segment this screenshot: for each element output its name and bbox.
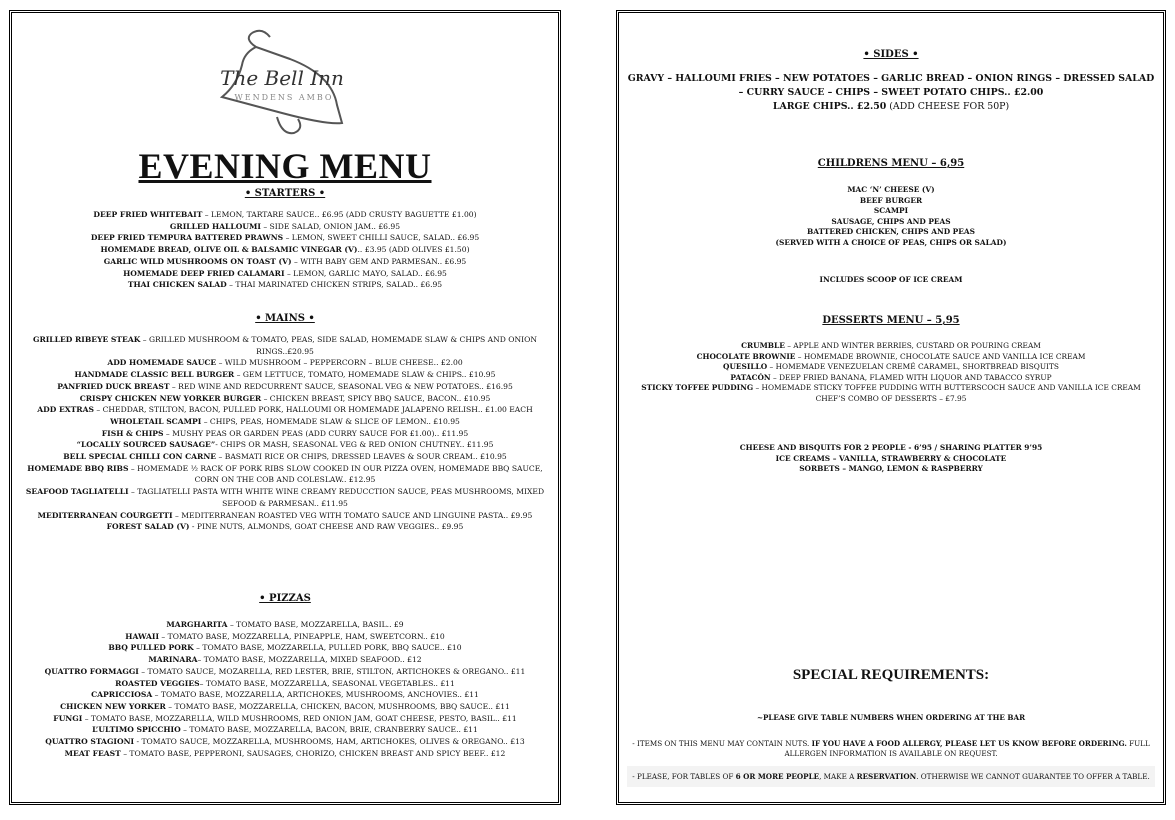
- item-name: PANFRIED DUCK BREAST: [57, 381, 170, 391]
- item-name: CHICKEN NEW YORKER: [60, 701, 166, 711]
- item-description: – CHIPS, PEAS, HOMEMADE SLAW & SLICE OF LEMON.. £10.95: [201, 416, 460, 426]
- childrens-item: SCAMPI: [873, 206, 909, 216]
- item-description: – APPLE AND WINTER BERRIES, CUSTARD OR POURING CREAM: [784, 341, 1041, 350]
- dessert-item: [627, 362, 1155, 373]
- pizza-item: [18, 724, 552, 736]
- reservation-note: - PLEASE, FOR TABLES OF 6 OR MORE PEOPLE, MAKE A RESERVATION. OTHERWISE WE CANNOT GUARANTEE TO OFFER A TABLE.: [627, 766, 1155, 787]
- dessert-extras: [627, 443, 1155, 475]
- pizza-item: [18, 678, 552, 690]
- item-description: – LEMON, GARLIC MAYO, SALAD.. £6.95: [284, 268, 447, 278]
- item-name: DEEP FRIED TEMPURA BATTERED PRAWNS: [90, 233, 284, 243]
- item-name: QUATTRO STAGIONI: [45, 737, 135, 747]
- main-item: [18, 369, 552, 381]
- item-description: – TOMATO BASE, MOZZARELLA, ARTICHOKES, MUSHROOMS, ANCHOVIES.. £11: [152, 690, 479, 700]
- pizza-item: [18, 713, 552, 725]
- item-name: HANDMADE CLASSIC BELL BURGER: [74, 370, 235, 380]
- sides-text: [627, 72, 1155, 114]
- item-name: FUNGI: [53, 713, 83, 723]
- item-name: GRILLED RIBEYE STEAK: [32, 335, 141, 344]
- item-description: – HOMEMADE ½ RACK OF PORK RIBS SLOW COOKED IN OUR PIZZA OVEN, HOMEMADE BBQ SAUCE, CORN ON THE COB AND COLESLAW.. £12.95: [128, 463, 543, 485]
- item-name: BELL SPECIAL CHILLI CON CARNE: [63, 452, 217, 462]
- item-name: FISH & CHIPS: [101, 428, 164, 438]
- item-name: ADD EXTRAS: [37, 405, 94, 415]
- pizza-item: [18, 666, 552, 678]
- starters-heading: • STARTERS •: [244, 188, 326, 199]
- item-description: .. £3.95 (ADD OLIVES £1.50): [357, 245, 470, 255]
- item-name: ROASTED VEGGIES: [115, 678, 200, 688]
- item-name: HAWAII: [125, 631, 159, 641]
- item-name: CRUMBLE: [741, 341, 785, 350]
- item-description: – HOMEMADE VENEZUELAN CREMÉ CARAMEL, SHORTBREAD BISQUITS: [767, 362, 1059, 372]
- desserts-list: [627, 341, 1155, 405]
- pizza-item: [18, 642, 552, 654]
- sides-heading: • SIDES •: [863, 49, 919, 60]
- item-name: MEAT FEAST: [64, 748, 121, 758]
- main-item: [18, 334, 552, 357]
- item-name: HOMEMADE DEEP FRIED CALAMARI: [123, 268, 285, 278]
- item-name: L’ULTIMO SPICCHIO: [92, 725, 181, 735]
- item-description: – WITH BABY GEM AND PARMESAN.. £6.95: [291, 256, 467, 266]
- main-item: [18, 510, 552, 522]
- item-description: – RED WINE AND REDCURRENT SAUCE, SEASONAL VEG & NEW POTATOES.. £16.95: [169, 381, 513, 391]
- bell-logo: [182, 25, 382, 147]
- childrens-item: MAC ‘N’ CHEESE (V): [847, 185, 935, 194]
- item-name: CRISPY CHICKEN NEW YORKER BURGER: [79, 393, 262, 403]
- starter-item: [18, 221, 552, 233]
- item-description: – LEMON, TARTARE SAUCE.. £6.95 (ADD CRUSTY BAGUETTE £1.00): [202, 210, 477, 219]
- starter-item: [18, 256, 552, 268]
- item-description: – MEDITERRANEAN ROASTED VEG WITH TOMATO SAUCE AND LINGUINE PASTA.. £9.95: [172, 510, 533, 520]
- item-description: - PINE NUTS, ALMONDS, GOAT CHEESE AND RAW VEGGIES.. £9.95: [189, 522, 464, 532]
- item-name: QUESILLO: [723, 362, 768, 372]
- item-description: – TOMATO SAUCE, MOZARELLA, RED LESTER, BRIE, STILTON, ARTICHOKES & OREGANO.. £11: [138, 666, 526, 676]
- item-name: BBQ PULLED PORK: [108, 643, 194, 653]
- pizzas-list: [18, 619, 552, 759]
- item-name: MEDITERRANEAN COURGETTI: [37, 510, 173, 520]
- item-description: – HOMEMADE STICKY TOFFEE PUDDING WITH BUTTERSCOCH SAUCE AND VANILLA ICE CREAM: [753, 383, 1141, 393]
- item-description: – LEMON, SWEET CHILLI SAUCE, SALAD.. £6.95: [283, 233, 480, 243]
- svg-text:The Bell Inn: The Bell Inn: [220, 66, 344, 90]
- large-chips-line: LARGE CHIPS.. £2.50 (ADD CHEESE FOR 50P): [772, 101, 1010, 112]
- dessert-extra-item: ICE CREAMS – VANILLA, STRAWBERRY & CHOCOLATE: [775, 453, 1007, 463]
- item-description: – HOMEMADE BROWNIE, CHOCOLATE SAUCE AND VANILLA ICE CREAM: [795, 351, 1086, 361]
- item-description: – TOMATO BASE, MOZZARELLA, BACON, BRIE, CRANBERRY SAUCE.. £11: [180, 725, 478, 735]
- item-name: GRILLED HALLOUMI: [169, 221, 261, 231]
- item-description: – MUSHY PEAS OR GARDEN PEAS (ADD CURRY SAUCE FOR £1.00).. £11.95: [163, 428, 469, 438]
- pizza-item: [18, 701, 552, 713]
- item-description: - CHIPS OR MASH, SEASONAL VEG & RED ONION CHUTNEY.. £11.95: [215, 440, 494, 450]
- item-description: – SIDE SALAD, ONION JAM.. £6.95: [260, 221, 401, 231]
- menu-page-left: [9, 10, 561, 805]
- item-description: – DEEP FRIED BANANA, FLAMED WITH LIQUOR AND TABACCO SYRUP: [770, 372, 1052, 382]
- starter-item: [18, 209, 552, 221]
- starters-list: [18, 209, 552, 291]
- item-name: MARGHARITA: [166, 620, 228, 629]
- item-name: CAPRICCIOSA: [91, 690, 153, 700]
- starter-item: [18, 279, 552, 291]
- main-item: [18, 381, 552, 393]
- dessert-extra-item: CHEESE AND BISQUITS FOR 2 PEOPLE - 6’95 / SHARING PLATTER 9’95: [739, 443, 1043, 452]
- dessert-item: [627, 394, 1155, 405]
- pizzas-heading: • PIZZAS: [259, 593, 311, 604]
- menu-page-right: [616, 10, 1166, 805]
- dessert-item: [627, 341, 1155, 352]
- item-name: GARLIC WILD MUSHROOMS ON TOAST (V): [103, 256, 292, 266]
- item-name: FOREST SALAD (V): [106, 522, 190, 532]
- starter-item: [18, 244, 552, 256]
- main-item: [18, 439, 552, 451]
- allergy-note: - ITEMS ON THIS MENU MAY CONTAIN NUTS. IF YOU HAVE A FOOD ALLERGY, PLEASE LET US KNOW BEFORE ORDERING. FULL ALLERGEN INFORMATION IS AVAILABLE ON REQUEST.: [632, 739, 1150, 758]
- item-description: – GRILLED MUSHROOM & TOMATO, PEAS, SIDE SALAD, HOMEMADE SLAW & CHIPS AND ONION RINGS..£20.95: [140, 335, 538, 356]
- item-description: CHEF’S COMBO OF DESSERTS – £7.95: [815, 393, 967, 403]
- item-name: “LOCALLY SOURCED SAUSAGE”: [76, 440, 216, 450]
- item-description: – TOMATO BASE, MOZZARELLA, PULLED PORK, BBQ SAUCE.. £10: [193, 643, 462, 653]
- mains-list: [18, 334, 552, 533]
- pizza-item: [18, 736, 552, 748]
- item-description: – TOMATO BASE, PEPPERONI, SAUSAGES, CHORIZO, CHICKEN BREAST AND SPICY BEEF.. £12: [120, 748, 506, 758]
- main-item: [18, 393, 552, 405]
- childrens-item: BATTERED CHICKEN, CHIPS AND PEAS: [807, 227, 975, 237]
- item-description: – TOMATO BASE, MOZZARELLA, PINEAPPLE, HAM, SWEETCORN.. £10: [159, 631, 445, 641]
- childrens-note: INCLUDES SCOOP OF ICE CREAM: [819, 275, 963, 284]
- mains-heading: • MAINS •: [255, 313, 315, 324]
- main-item: [18, 416, 552, 428]
- item-name: QUATTRO FORMAGGI: [44, 666, 139, 676]
- pizza-item: [18, 631, 552, 643]
- item-description: – BASMATI RICE OR CHIPS, DRESSED LEAVES & SOUR CREAM.. £10.95: [216, 452, 507, 462]
- item-name: HOMEMADE BREAD, OLIVE OIL & BALSAMIC VINEGAR (V): [100, 245, 358, 255]
- item-name: ADD HOMEMADE SAUCE: [107, 358, 217, 368]
- main-item: [18, 463, 552, 486]
- pizza-item: [18, 619, 552, 631]
- pizza-item: [18, 689, 552, 701]
- item-name: STICKY TOFFEE PUDDING: [641, 383, 754, 393]
- item-name: MARINARA: [148, 655, 198, 665]
- pizza-item: [18, 748, 552, 760]
- item-description: – CHICKEN BREAST, SPICY BBQ SAUCE, BACON.. £10.95: [261, 393, 491, 403]
- childrens-heading: CHILDRENS MENU – 6,95: [817, 158, 965, 169]
- item-description: – TOMATO BASE, MOZZARELLA, MIXED SEAFOOD.. £12: [197, 655, 422, 665]
- item-name: PATACÓN: [730, 372, 771, 382]
- item-description: – THAI MARINATED CHICKEN STRIPS, SALAD.. £6.95: [226, 280, 443, 290]
- dessert-item: [627, 373, 1155, 384]
- starter-item: [18, 232, 552, 244]
- item-description: – TOMATO BASE, MOZZARELLA, SEASONAL VEGETABLES.. £11: [199, 678, 455, 688]
- starter-item: [18, 268, 552, 280]
- item-description: – TOMATO BASE, MOZZARELLA, BASIL.. £9: [227, 620, 404, 629]
- item-description: – TAGLIATELLI PASTA WITH WHITE WINE CREAMY REDUCCTION SAUCE, PEAS MUSHROOMS, MIXED SEFOOD & PARMESAN.. £11.95: [128, 487, 545, 508]
- item-name: WHOLETAIL SCAMPI: [110, 416, 202, 426]
- main-item: [18, 486, 552, 509]
- dessert-extra-item: SORBETS – MANGO, LEMON & RASPBERRY: [799, 464, 983, 474]
- childrens-list: [627, 185, 1155, 249]
- main-item: [18, 404, 552, 416]
- childrens-item: BEEF BURGER: [859, 195, 923, 205]
- item-description: – GEM LETTUCE, TOMATO, HOMEMADE SLAW & CHIPS.. £10.95: [234, 370, 496, 380]
- main-item: [18, 357, 552, 369]
- childrens-item: (SERVED WITH A CHOICE OF PEAS, CHIPS OR SALAD): [775, 237, 1007, 247]
- main-item: [18, 451, 552, 463]
- menu-title: EVENING MENU: [138, 146, 432, 186]
- svg-text:WENDENS AMBO: WENDENS AMBO: [234, 93, 334, 102]
- dessert-item: [627, 383, 1155, 394]
- desserts-heading: DESSERTS MENU – 5,95: [822, 315, 960, 326]
- item-name: DEEP FRIED WHITEBAIT: [93, 210, 203, 219]
- childrens-item: SAUSAGE, CHIPS AND PEAS: [831, 216, 951, 226]
- table-numbers-note: ~PLEASE GIVE TABLE NUMBERS WHEN ORDERING AT THE BAR: [756, 713, 1026, 722]
- main-item: [18, 428, 552, 440]
- item-name: THAI CHICKEN SALAD: [127, 280, 227, 290]
- main-item: [18, 521, 552, 533]
- item-description: – TOMATO BASE, MOZZARELLA, CHICKEN, BACON, MUSHROOMS, BBQ SAUCE.. £11: [165, 701, 510, 711]
- pizza-item: [18, 654, 552, 666]
- dessert-item: [627, 352, 1155, 363]
- item-description: – CHEDDAR, STILTON, BACON, PULLED PORK, HALLOUMI OR HOMEMADE JALAPENO RELISH.. £1.00 EACH: [94, 405, 533, 415]
- item-name: HOMEMADE BBQ RIBS: [27, 463, 129, 473]
- item-description: – WILD MUSHROOM – PEPPERCORN – BLUE CHEESE.. £2.00: [216, 358, 463, 368]
- sides-line: GRAVY – HALLOUMI FRIES – NEW POTATOES – GARLIC BREAD – ONION RINGS – DRESSED SALAD – CURRY SAUCE – CHIPS – SWEET POTATO CHIPS.. £2.00: [627, 73, 1155, 98]
- item-name: SEAFOOD TAGLIATELLI: [25, 487, 129, 497]
- item-description: – TOMATO BASE, MOZZARELLA, WILD MUSHROOMS, RED ONION JAM, GOAT CHEESE, PESTO, BASIL.. £11: [82, 713, 517, 723]
- item-description: - TOMATO SAUCE, MOZZARELLA, MUSHROOMS, HAM, ARTICHOKES, OLIVES & OREGANO.. £13: [134, 737, 525, 747]
- item-name: CHOCOLATE BROWNIE: [696, 351, 796, 361]
- special-requirements-title: SPECIAL REQUIREMENTS:: [792, 667, 990, 683]
